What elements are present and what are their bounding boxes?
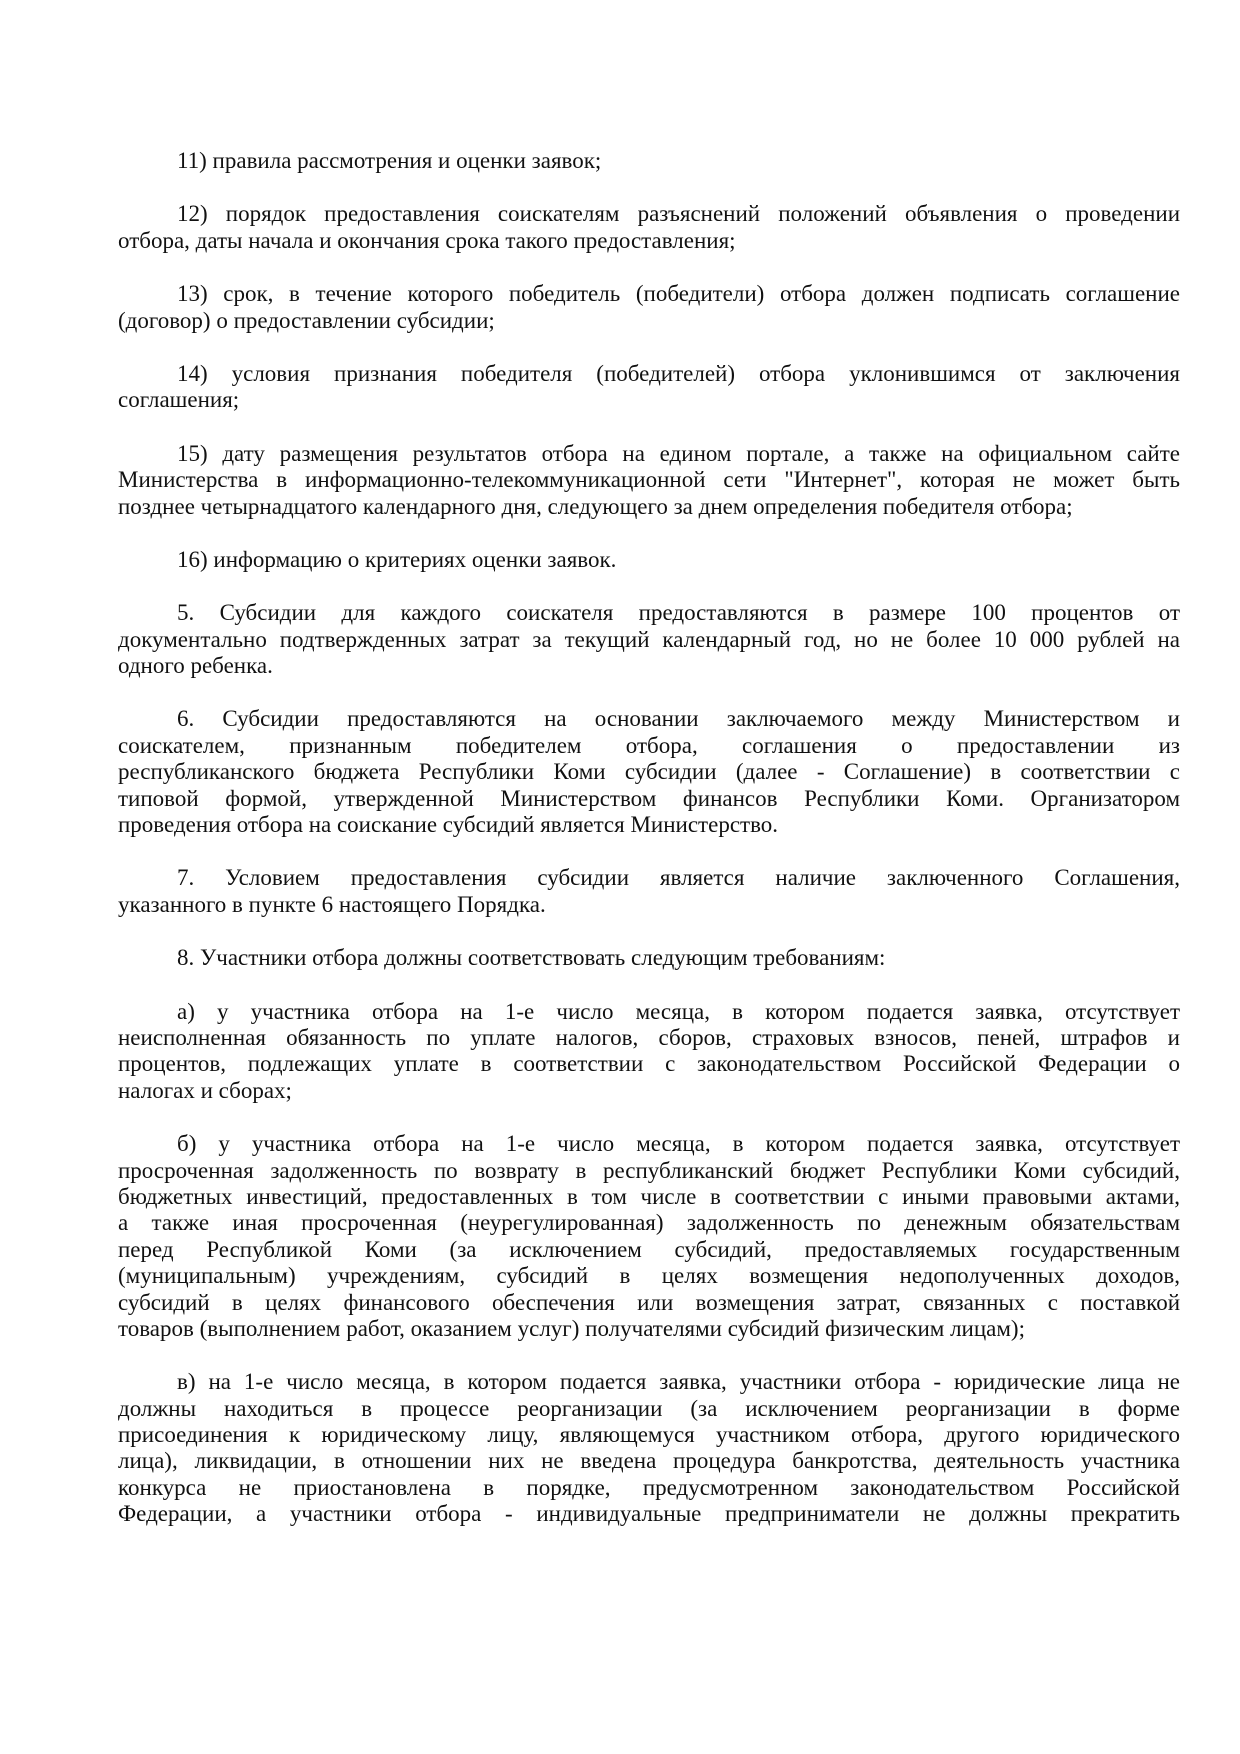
text-line-content: 7. Условием предоставления субсидии является наличие заключенного Соглашения,	[177, 865, 1180, 891]
text-line	[118, 494, 1180, 520]
text-line	[118, 387, 1180, 413]
text-line-content: позднее четырнадцатого календарного дня, следующего за днем определения победителя отбора;	[118, 493, 1073, 519]
text-line	[118, 1475, 1180, 1501]
paragraph-s8	[118, 945, 1180, 971]
paragraph-s7	[118, 865, 1180, 918]
text-line	[118, 653, 1180, 679]
paragraph-s8a	[118, 999, 1180, 1105]
text-line	[118, 1290, 1180, 1316]
text-line	[118, 600, 1180, 626]
text-line	[118, 1184, 1180, 1210]
text-line-content: (договор) о предоставлении субсидии;	[118, 307, 495, 333]
text-line	[118, 308, 1180, 334]
text-line-content: а) у участника отбора на 1-е число месяца, в котором подается заявка, отсутствует	[177, 998, 1180, 1024]
text-line-content: 14) условия признания победителя (победителей) отбора уклонившимся от заключения	[177, 360, 1180, 386]
text-line	[118, 441, 1180, 467]
text-line-content: Федерации, а участники отбора - индивидуальные предприниматели не должны прекратить	[118, 1501, 1180, 1527]
text-line-content: налогах и сборах;	[118, 1077, 292, 1103]
text-line	[118, 999, 1180, 1025]
text-line-content: должны находиться в процессе реорганизации (за исключением реорганизации в форме	[118, 1395, 1180, 1421]
text-line	[118, 1448, 1180, 1474]
text-line	[118, 148, 1180, 174]
text-line	[118, 1025, 1180, 1051]
text-line	[118, 228, 1180, 254]
text-line	[118, 1131, 1180, 1157]
paragraph-s6	[118, 706, 1180, 838]
text-line-content: товаров (выполнением работ, оказанием услуг) получателями субсидий физическим лицам);	[118, 1315, 1025, 1341]
text-line-content: 5. Субсидии для каждого соискателя предоставляются в размере 100 процентов от	[177, 600, 1180, 626]
text-line	[118, 1158, 1180, 1184]
text-line	[118, 201, 1180, 227]
text-line-content: одного ребенка.	[118, 653, 273, 679]
text-line-content: 12) порядок предоставления соискателям разъяснений положений объявления о проведении	[177, 201, 1180, 227]
paragraph-p15	[118, 441, 1180, 520]
text-line-content: соискателем, признанным победителем отбора, соглашения о предоставлении из	[118, 732, 1180, 758]
paragraph-s8b	[118, 1131, 1180, 1342]
text-line	[118, 1501, 1180, 1527]
text-line-content: а также иная просроченная (неурегулированная) задолженность по денежным обязательствам	[118, 1210, 1180, 1236]
text-line	[118, 812, 1180, 838]
text-line-content: 11) правила рассмотрения и оценки заявок;	[177, 148, 602, 173]
text-line-content: перед Республикой Коми (за исключением субсидий, предоставляемых государственным	[118, 1236, 1180, 1262]
text-line	[118, 1210, 1180, 1236]
text-line-content: присоединения к юридическому лицу, являющемуся участником отбора, другого юридического	[118, 1422, 1180, 1448]
text-line	[118, 1237, 1180, 1263]
text-line	[118, 1422, 1180, 1448]
text-line-content: субсидий в целях финансового обеспечения или возмещения затрат, связанных с поставкой	[118, 1289, 1180, 1315]
text-line	[118, 706, 1180, 732]
paragraph-p13	[118, 281, 1180, 334]
text-line-content: соглашения;	[118, 387, 240, 413]
text-line-content: (муниципальным) учреждениям, субсидий в целях возмещения недополученных доходов,	[118, 1263, 1180, 1289]
text-line-content: 15) дату размещения результатов отбора на едином портале, а также на официальном сайте	[177, 440, 1180, 466]
document-body	[118, 148, 1180, 1555]
text-line	[118, 945, 1180, 971]
text-line-content: бюджетных инвестиций, предоставленных в том числе в соответствии с иными правовыми актами,	[118, 1183, 1180, 1209]
text-line-content: Министерства в информационно-телекоммуникационной сети "Интернет", которая не может быть	[118, 467, 1180, 493]
text-line	[118, 467, 1180, 493]
paragraph-s8v	[118, 1369, 1180, 1527]
text-line	[118, 865, 1180, 891]
text-line-content: проведения отбора на соискание субсидий является Министерство.	[118, 812, 779, 838]
text-line-content: республиканского бюджета Республики Коми субсидии (далее - Соглашение) в соответствии с	[118, 759, 1180, 785]
text-line-content: документально подтвержденных затрат за текущий календарный год, но не более 10 000 рублей на	[118, 626, 1180, 652]
text-line	[118, 547, 1180, 573]
paragraph-p14	[118, 361, 1180, 414]
text-line-content: 6. Субсидии предоставляются на основании заключаемого между Министерством и	[177, 706, 1180, 732]
text-line-content: 13) срок, в течение которого победитель (победители) отбора должен подписать соглашение	[177, 281, 1180, 307]
text-line-content: в) на 1-е число месяца, в котором подается заявка, участники отбора - юридические лица не	[177, 1369, 1180, 1395]
text-line	[118, 759, 1180, 785]
text-line-content: указанного в пункте 6 настоящего Порядка.	[118, 891, 546, 917]
paragraph-p11	[118, 148, 1180, 174]
text-line	[118, 281, 1180, 307]
text-line-content: типовой формой, утвержденной Министерством финансов Республики Коми. Организатором	[118, 785, 1180, 811]
text-line	[118, 1051, 1180, 1077]
text-line-content: б) у участника отбора на 1-е число месяца, в котором подается заявка, отсутствует	[177, 1131, 1180, 1157]
text-line	[118, 1369, 1180, 1395]
text-line	[118, 627, 1180, 653]
text-line-content: просроченная задолженность по возврату в республиканский бюджет Республики Коми субсидий,	[118, 1157, 1180, 1183]
text-line-content: лица), ликвидации, в отношении них не введена процедура банкротства, деятельность участника	[118, 1448, 1180, 1474]
text-line	[118, 1316, 1180, 1342]
paragraph-s5	[118, 600, 1180, 679]
text-line	[118, 786, 1180, 812]
paragraph-p16	[118, 547, 1180, 573]
text-line	[118, 1263, 1180, 1289]
paragraph-p12	[118, 201, 1180, 254]
text-line-content: неисполненная обязанность по уплате налогов, сборов, страховых взносов, пеней, штрафов и	[118, 1024, 1180, 1050]
text-line-content: процентов, подлежащих уплате в соответствии с законодательством Российской Федерации о	[118, 1051, 1180, 1077]
text-line	[118, 733, 1180, 759]
text-line	[118, 361, 1180, 387]
text-line-content: конкурса не приостановлена в порядке, предусмотренном законодательством Российской	[118, 1474, 1180, 1500]
text-line-content: отбора, даты начала и окончания срока такого предоставления;	[118, 227, 736, 253]
text-line	[118, 1396, 1180, 1422]
text-line-content: 8. Участники отбора должны соответствовать следующим требованиям:	[177, 945, 886, 971]
text-line	[118, 892, 1180, 918]
text-line-content: 16) информацию о критериях оценки заявок.	[177, 546, 617, 572]
text-line	[118, 1078, 1180, 1104]
